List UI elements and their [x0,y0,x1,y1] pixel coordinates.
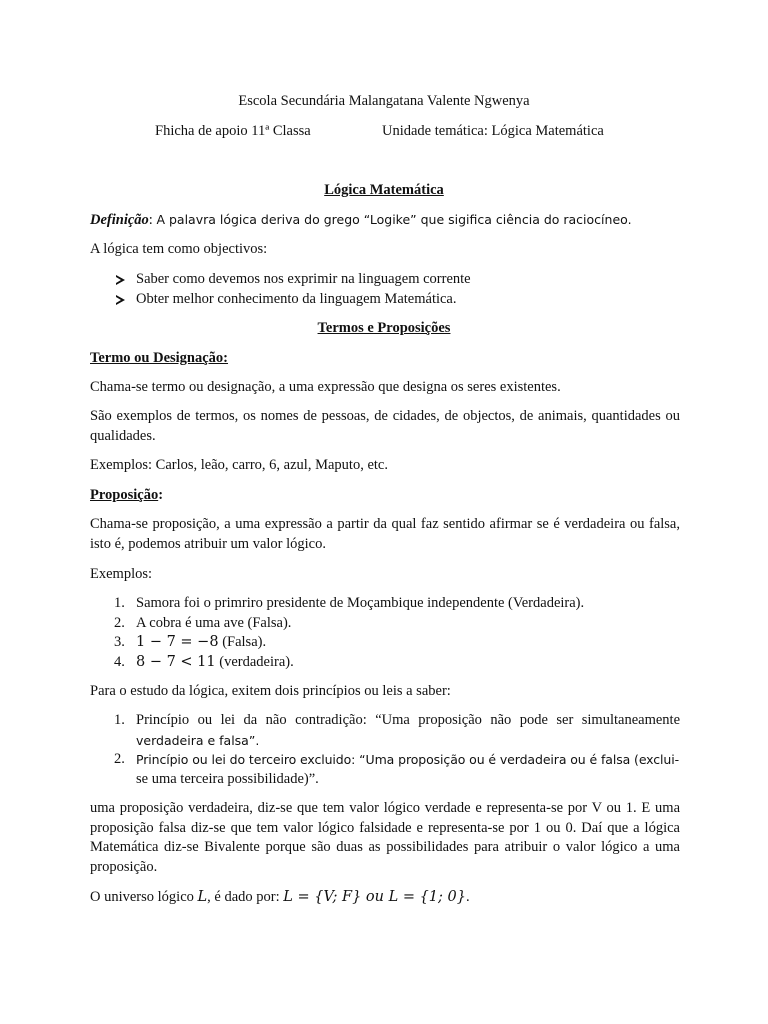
principle-text-line-2: se uma terceira possibilidade)”. [136,770,319,787]
item-number: 2. [114,614,125,631]
item-number: 3. [114,634,125,650]
item-number: 2. [114,751,125,767]
objectives-list [114,270,680,309]
school-name: Escola Secundária Malangatana Valente Ngwenya [238,93,530,109]
definition-colon: : [148,212,153,228]
arrow-bullet-icon [116,275,125,285]
proposition-paragraph: Chama-se proposição, a uma expressão a partir da qual faz sentido afirmar se é verdadeira ou falsa, isto é, podemos atribuir um valor lógico. [90,516,680,552]
universe-symbol: L [197,889,208,905]
worksheet-label: Fhicha de apoio 11ª Classa [155,123,311,139]
proposition-heading-text: Proposição [90,487,159,503]
example-math: 1 − 7 = −8 [136,634,219,650]
list-item [114,290,680,310]
term-paragraph-2: São exemplos de termos, os nomes de pessoas, de cidades, de objectos, de animais, quantidades ou qualidades. [90,408,680,444]
unit-label: Unidade temática: Lógica Matemática [382,123,604,139]
objectives-intro: A lógica tem como objectivos: [90,241,268,257]
term-heading: Termo ou Designação: [90,350,229,366]
closing-paragraph: uma proposição verdadeira, diz-se que tem valor lógico verdade e representa-se por V ou 1. E uma proposição falsa diz-se que tem valor lógico falsidade e representa-se por 1 ou 0. Daí que a lógica Matemática diz-se Bivalente porque são duas as possibilidades para atribuir o valor lógico a uma proposição. [90,800,680,875]
section-title: Termos e Proposições [317,320,451,336]
universe-formula: L = {V; F} ou L = {1; 0} [283,889,466,905]
objective-text: Obter melhor conhecimento da linguagem Matemática. [136,290,457,307]
definition-text: A palavra lógica deriva do grego “Logike” que sigifica ciência do raciocíneo. [156,212,632,227]
principles-list [114,711,680,789]
examples-list [114,594,680,672]
page-title: Lógica Matemática [324,182,444,198]
example-text: (verdadeira). [215,653,294,670]
principle-text-line-2: verdadeira e falsa”. [136,732,260,748]
list-item [114,750,680,789]
list-item [114,633,680,653]
item-number: 1. [114,595,125,611]
item-number: 1. [114,712,125,728]
list-item [114,711,680,750]
example-text: Samora foi o primriro presidente de Moçambique independente (Verdadeira). [136,595,585,611]
principle-text-line-1: Princípio ou lei do terceiro excluido: “Uma proposição ou é verdadeira ou é falsa (exclui- [136,752,680,767]
logical-universe-line [90,888,470,908]
definition-label: Definição [90,212,149,228]
arrow-bullet-icon [116,295,125,305]
example-text: A cobra é uma ave (Falsa). [136,614,292,631]
list-item [114,653,680,673]
example-text: (Falsa). [218,634,267,650]
examples-label: Exemplos: [90,566,153,582]
list-item [114,270,680,290]
universe-mid: , é dado por: [207,889,284,905]
term-paragraph-1: Chama-se termo ou designação, a uma expressão que designa os seres existentes. [90,379,561,395]
proposition-heading [90,486,163,506]
item-number: 4. [114,653,125,670]
universe-text: O universo lógico [90,889,198,905]
principle-text-line-1: Princípio ou lei da não contradição: “Uma proposição não pode ser simultaneamente [136,712,680,728]
principles-intro: Para o estudo da lógica, exitem dois princípios ou leis a saber: [90,683,451,699]
universe-end: . [465,889,470,905]
list-item [114,614,680,634]
definition-line [90,210,632,231]
list-item [114,594,680,614]
term-paragraph-3: Exemplos: Carlos, leão, carro, 6, azul, Maputo, etc. [90,457,388,473]
proposition-heading-colon: : [158,487,164,503]
objective-text: Saber como devemos nos exprimir na linguagem corrente [136,271,471,287]
example-math: 8 − 7 < 11 [136,653,216,670]
